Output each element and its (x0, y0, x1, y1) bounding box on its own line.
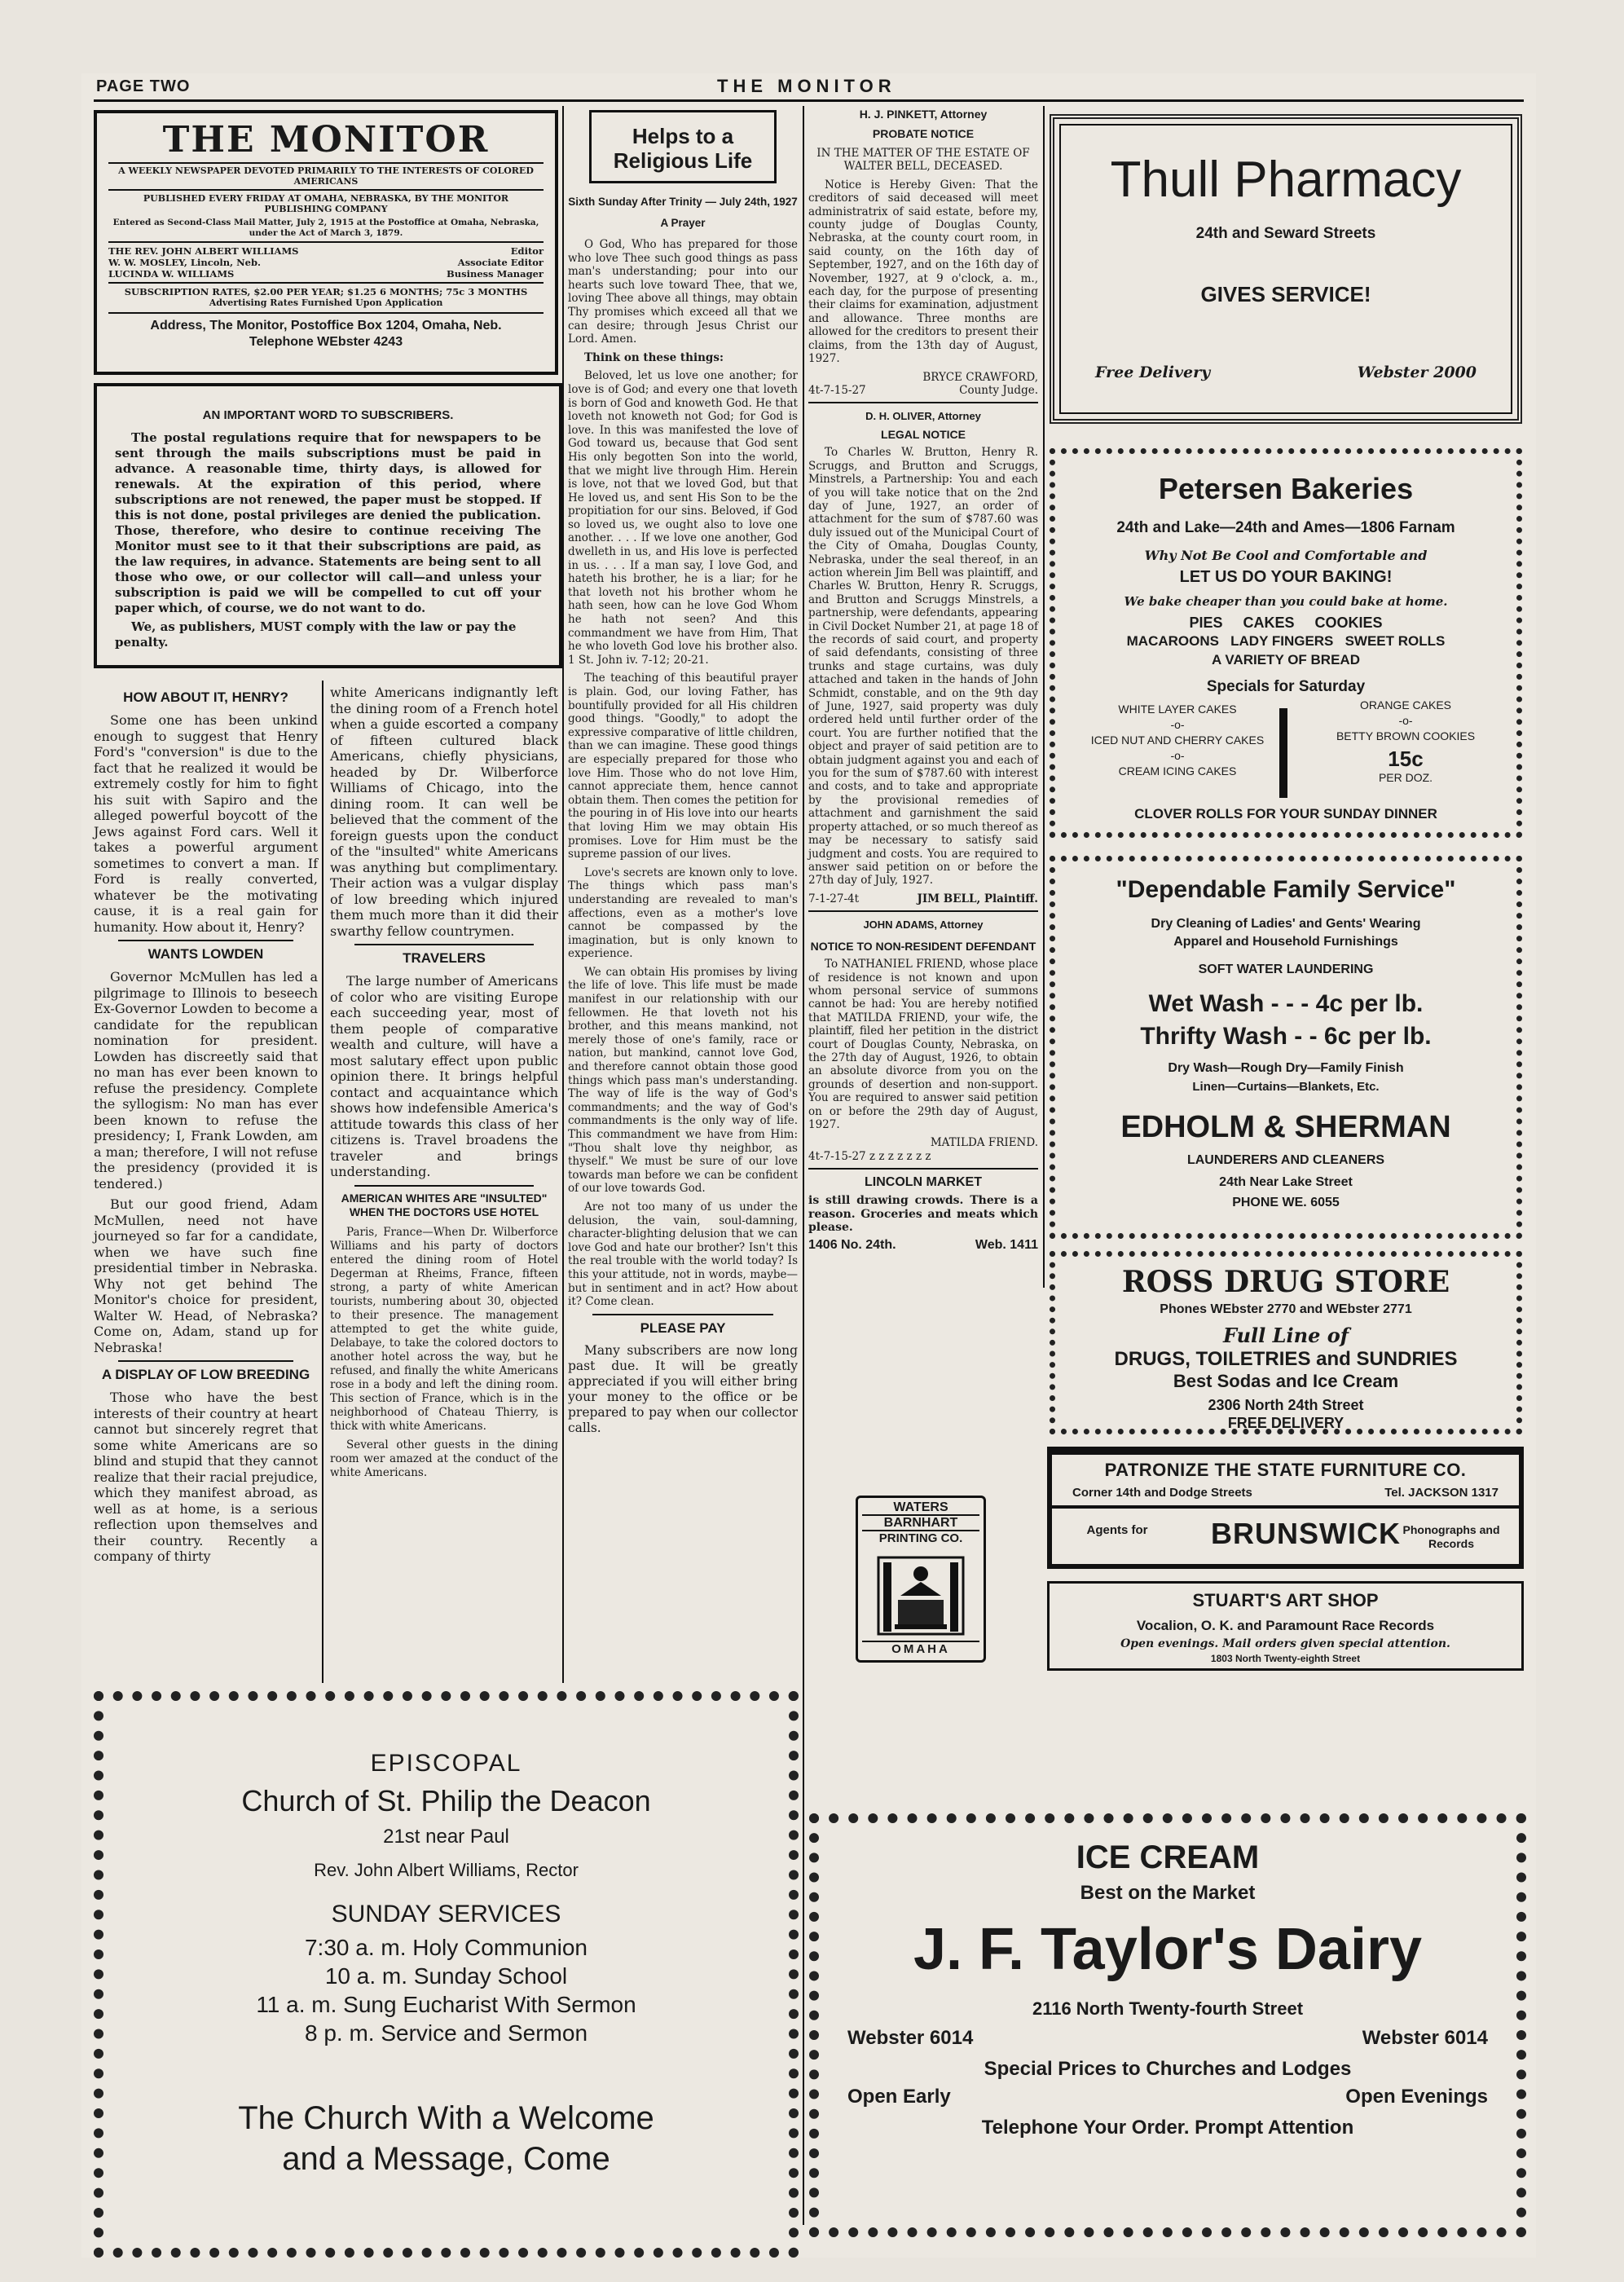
furniture-title: PATRONIZE THE STATE FURNITURE CO. (1104, 1460, 1467, 1480)
column-rule (562, 106, 564, 1683)
masthead-tagline: A WEEKLY NEWSPAPER DEVOTED PRIMARILY TO THE INTERESTS OF COLORED AMERICANS (118, 165, 534, 187)
think-line: Think on these things: (584, 350, 724, 364)
religious-sub: Sixth Sunday After Trinity — July 24th, 1927 (568, 196, 798, 208)
article-body: Beloved, let us love one another; for love is of God; and every one that loveth is born of God and knoweth God. He that loveth not knoweth not God; for God is love. In this was manifested the love of God toward us, because that God sent His only begotten Son into the world, that we might live through Him. Herein is love, not that we loved God, but that He loved us, and sent His Son to be the propitiation for our sins. Beloved, if God so loved us, we ought also to love one another. . . . If we love one another, God dwelleth in us, and His love is perfected in us. . . . If a man say, I love God, and hateth his brother, he is a liar; for he that loveth not his brother whom he hath seen, how can he love God Whom he hath not seen? And this commandment we have from Him, That he who loveth God love his brother also. 1 St. John iv. 7-12; 20-21. (568, 369, 798, 667)
article-body: Several other guests in the dining room wer amazed at the conduct of the white Americans. (330, 1438, 558, 1479)
waters-barnhart-ad (856, 1496, 986, 1663)
taylor-footer: Telephone Your Order. Prompt Attention (981, 2117, 1354, 2139)
masthead-telephone: Telephone WEbster 4243 (249, 335, 403, 349)
article-body: Governor McMullen has led a pilgrimage to Illinois to beseech Ex-Governor Lowden to become a candidate for the republican nomination for president. Lowden has discreetly said that no man has ever been known to refuse the presidency. Complete the syllogism: No man has ever been known to refuse the presidency; I, Frank Lowden, am a man; therefore, I will not refuse the presidency (provided it is tendered.) (94, 969, 318, 1192)
waters-line3: PRINTING CO. (878, 1531, 963, 1545)
petersen-row3: A VARIETY OF BREAD (1212, 652, 1360, 667)
petersen-row1: PIES CAKES COOKIES (1189, 615, 1383, 631)
nonres-body: To NATHANIEL FRIEND, whose place of residence is not known and upon whom personal service of summons cannot be had: You are hereby notified that MATILDA FRIEND, your wife, the plaintiff, filed her petition in the district court of Douglas County, Nebraska, on the 27th day of August, 1926, to obtain an absolute divorce from you on the grounds of desertion and non-support. You are required to answer said petition on or before the 29th day of August, 1927. (808, 958, 1038, 1131)
ross-address: 2306 North 24th Street (1208, 1397, 1364, 1413)
edholm-l1: Dry Cleaning of Ladies' and Gents' Wearing (1151, 917, 1421, 931)
page-label: PAGE TWO (96, 77, 191, 95)
article-body: white Americans indignantly left the dining room of a French hotel when a guide escorted a company of fifteen cultured black Americans, chiefly physicians, headed by Dr. Wilberforce Williams of Chicago, into the dining room. It can well be believed that the comment of the foreign guests upon the conduct of the "insulted" white Americans was anything but complimentary. Their action was a vulgar display of low breeding which injured them much more than it did their swarthy fellow countrymen. (330, 685, 558, 939)
service-item: 10 a. m. Sunday School (324, 1963, 568, 1989)
petersen-specials: Specials for Saturday (1206, 678, 1366, 695)
ross-drug-ad (1050, 1251, 1522, 1434)
column-1 (94, 685, 318, 1570)
column-rule (803, 106, 804, 2225)
edholm-phone: PHONE WE. 6055 (1232, 1196, 1340, 1209)
legal-code: 7-1-27-4t (808, 892, 860, 905)
stuart-l2: Open evenings. Mail orders given special attention. (1120, 1637, 1450, 1650)
lincoln-body: is still drawing crowds. There is a reason. Groceries and meats which please. (808, 1194, 1038, 1235)
article-title: AMERICAN WHITES ARE "INSULTED" WHEN THE DOCTORS USE HOTEL (341, 1191, 548, 1218)
petersen-call: LET US DO YOUR BAKING! (1179, 568, 1393, 586)
paper-name: THE MONITOR (717, 76, 896, 96)
divider-bar (1279, 708, 1287, 798)
waters-city: OMAHA (862, 1641, 979, 1656)
column-4 (808, 106, 1038, 1253)
article-body: The teaching of this beautiful prayer is plain. God, our loving Father, has bountifully provided for all His children good things. "Goodly," to adopt the expressive comparative of little children, than we can imagine. These good things are especially prepared for those who love Him. Those who do not love Him, cannot appreciate them, hence cannot obtain them. Then comes the petition for the pouring in of His love into our hearts that loving Him we may obtain His promises. Love for Him must be the supreme passion of our lives. (568, 672, 798, 861)
staff-row: W. W. MOSLEY, Lincoln, Neb. Associate Editor (108, 257, 544, 268)
probate-matter: IN THE MATTER OF THE ESTATE OF WALTER BELL, DECEASED. (816, 147, 1030, 174)
edholm-ad (1050, 856, 1522, 1239)
service-item: 7:30 a. m. Holy Communion (304, 1935, 588, 1960)
thull-slogan: GIVES SERVICE! (1200, 282, 1371, 306)
probate-signer: BRYCE CRAWFORD, (922, 370, 1038, 384)
stuart-l3: 1803 North Twenty-eighth Street (1210, 1653, 1361, 1664)
article-body: We can obtain His promises by living the life of love. This life must be made manifest in our relationship with our fellowmen. He that loveth not his brother, and this means mankind, not merely those of one's family, race or nation, but mankind, cannot love God, and therefore cannot obtain those good things which pass man's understanding. The way of life is the way of God's commandments; and the way of God's commandments is the only way of life. This commandment we have from Him: "Thou shalt love thy neighbor, as thyself." We must be sure of our love towards man before we can be confident of our love towards God. (568, 965, 798, 1196)
prayer-body: O God, Who has prepared for those who love Thee such good things as pass man's understanding; pour into our hearts such love toward Thee, that we, loving Thee above all things, may obtain Thy promises which exceed all that we can desire; through Jesus Christ our Lord. Amen. (568, 238, 798, 346)
petersen-address: 24th and Lake—24th and Ames—1806 Farnam (1116, 519, 1455, 536)
probate-attorney: H. J. PINKETT, Attorney (859, 108, 988, 121)
furniture-ad (1047, 1447, 1524, 1569)
waters-line2: BARNHART (862, 1516, 979, 1531)
column-rule (322, 681, 323, 1683)
edholm-wet: Wet Wash - - - 4c per lb. (1148, 990, 1424, 1017)
taylor-dairy-ad (809, 1813, 1526, 2237)
brunswick-brand: BRUNSWICK (1211, 1517, 1401, 1550)
lincoln-phone: Web. 1411 (975, 1238, 1038, 1253)
article-body: But our good friend, Adam McMullen, need not have journeyed so far for a candidate, when we have such fine presidential timber in Nebraska. Why not get behind The Monitor's choice for president, Walter W. Head, of Nebraska? Come on, Adam, stand up for Nebraska! (94, 1196, 318, 1355)
church-line4: Rev. John Albert Williams, Rector (314, 1860, 579, 1880)
church-line1: EPISCOPAL (370, 1750, 522, 1777)
religious-title: Helps to a Religious Life (613, 124, 753, 173)
notice-closing: We, as publishers, MUST comply with the law or pay the penalty. (115, 619, 517, 650)
edholm-l7: 24th Near Lake Street (1219, 1175, 1353, 1189)
masthead-title: THE MONITOR (162, 119, 490, 161)
column-rule (1043, 106, 1045, 1288)
taylor-name: J. F. Taylor's Dairy (913, 1917, 1423, 1982)
masthead-entered: Entered as Second-Class Mail Matter, July 2, 1915 at the Postoffice at Omaha, Nebraska, under the Act of March 3, 1879. (112, 218, 539, 238)
printing-press-icon (872, 1551, 970, 1637)
article-title: WANTS LOWDEN (147, 946, 264, 962)
article-title: HOW ABOUT IT, HENRY? (123, 689, 288, 705)
notice-body: The postal regulations require that for newspapers to be sent through the mails subscriptions must be paid in advance. A reasonable time, thirty days, is allowed for renewals. At the expiration of this period, where subscriptions are not renewed, the paper must be stopped. If this is not done, postal privileges are denied the publication. Those, therefore, who desire to continue receiving The Monitor must see to it that their subscriptions are paid, as the law requires, in advance. Statements are being sent to all those who owe, or our collector will call—and unless your subscription is paid we will be compelled to cut off your paper which, of course, we do not want to do. (115, 430, 541, 615)
stuart-ad (1047, 1581, 1524, 1671)
petersen-line: We bake cheaper than you could bake at home. (1124, 594, 1448, 609)
lincoln-title: LINCOLN MARKET (865, 1175, 982, 1190)
legal-title: LEGAL NOTICE (881, 428, 966, 442)
newspaper-page (81, 73, 1536, 2258)
petersen-right-items: ORANGE CAKES -o- BETTY BROWN COOKIES 15c PER DOZ. (1336, 698, 1476, 784)
ross-l2: DRUGS, TOILETRIES and SUNDRIES (1114, 1348, 1458, 1370)
probate-title: PROBATE NOTICE (872, 127, 975, 140)
article-body: Those who have the best interests of their country at heart cannot but sincerely regret that some white Americans are so blind and stupid that they cannot realize that their racial prejudice, which they manifest abroad, as well as at home, is a serious reflection upon themselves and their country. Recently a company of thirty (94, 1390, 318, 1564)
article-title: A DISPLAY OF LOW BREEDING (101, 1367, 310, 1382)
church-line2: Church of St. Philip the Deacon (241, 1784, 651, 1817)
legal-signer: JIM BELL, Plaintiff. (917, 892, 1038, 905)
petersen-footer: CLOVER ROLLS FOR YOUR SUNDAY DINNER (1134, 806, 1437, 822)
article-body: Many subscribers are now long past due. It will be greatly appreciated if you will either bring your money to the office or be prepared to pay when our collector calls. (568, 1342, 798, 1435)
taylor-top: ICE CREAM (1076, 1839, 1260, 1875)
article-title: TRAVELERS (403, 950, 486, 966)
church-services (103, 1933, 789, 2047)
edholm-l3: SOFT WATER LAUNDERING (1198, 963, 1374, 976)
taylor-evenings: Open Evenings (1345, 2086, 1488, 2108)
edholm-slogan: "Dependable Family Service" (1116, 876, 1456, 903)
masthead (94, 110, 558, 375)
edholm-l2: Apparel and Household Furnishings (1173, 935, 1398, 949)
nonres-title: NOTICE TO NON-RESIDENT DEFENDANT (810, 940, 1036, 954)
church-ad (94, 1691, 799, 2258)
legal-body: To Charles W. Brutton, Henry R. Scruggs, and Brutton and Scruggs, Minstrels, a Partnership: You and each of you will take notice that on the 2nd day of June, 1927, an order of attachment for the sum of $787.60 was duly issued out of the Municipal Court of the City of Omaha, Douglas County, Nebraska, under the seal thereof, in an action wherein Jim Bell was plaintiff, and Charles W. Brutton, Henry R. Scruggs, and Brutton and Scruggs Minstrels, a partnership, were defendants, appearing in Civil Docket Number 21, at page 18 of the records of said court, and property of said defendants, consisting of three trunks and stage curtains, was duly attached and taken in the hands of John Schmidt, constable, and on the 9th day of June, 1927, said property was duly ordered held until further order of the court. You are further notified that the object and prayer of said petition are to obtain judgment against you and each of you for the sum of $787.60 with interest and costs, and to take and appropriate by the provisional remedies of attachment and garnishment the said property attached, or so much thereof as may be necessary to satisfy said judgment and costs. You are required to answer said petition on or before the 27th day of July, 1927. (808, 446, 1038, 888)
religious-title-box (589, 110, 777, 183)
ross-l1: Full Line of (1222, 1324, 1349, 1347)
subscriber-notice (94, 383, 562, 668)
column-2 (330, 685, 558, 1485)
nonres-code: 4t-7-15-27 z z z z z z z (808, 1149, 931, 1163)
petersen-tag: Why Not Be Cool and Comfortable and (1144, 548, 1428, 563)
taylor-phone-right: Webster 6014 (1362, 2027, 1488, 2049)
petersen-row2: MACAROONS LADY FINGERS SWEET ROLLS (1126, 633, 1446, 649)
edholm-l6: LAUNDERERS AND CLEANERS (1186, 1153, 1385, 1167)
church-line3: 21st near Paul (383, 1826, 509, 1848)
ross-name: ROSS DRUG STORE (1121, 1265, 1450, 1299)
masthead-address: Address, The Monitor, Postoffice Box 1204, Omaha, Neb. (150, 319, 502, 333)
service-item: 11 a. m. Sung Eucharist With Sermon (256, 1992, 636, 2017)
advertising-rates: Advertising Rates Furnished Upon Application (209, 297, 443, 308)
petersen-left-items: WHITE LAYER CAKES -o- ICED NUT AND CHERRY CAKES -o- CREAM ICING CAKES (1090, 703, 1265, 778)
article-body: Paris, France—When Dr. Wilberforce Williams and his party of doctors entered the dining room of Hotel Degerman at Rheims, France, fifteen strong, a party of white American tourists, numbering about 30, objected to their presence. The management attempted to get the white guide, Delabaye, to take the colored doctors to another hotel across the way, but he refused, and finally the white Americans rose in a body and left the dining room. This section of France, which is in the neighborhood of Chateau Thierry, is thick with white Americans. (330, 1225, 558, 1433)
furniture-address: Corner 14th and Dodge Streets (1072, 1486, 1252, 1500)
staff-row: LUCINDA W. WILLIAMS Business Manager (108, 268, 544, 280)
probate-body: Notice is Hereby Given: That the creditors of said deceased will meet administratrix of said estate, before my, county judge of Douglas County, Nebraska, at the county court room, in said county, on the 16th day of September, 1927, and on the 16th day of November, 1927, at 9 o'clock, a. m., each day, for the purpose of presenting their claims for examination, adjustment and allowance. Three months are allowed for the creditors to present their claims, from the 13th day of August, 1927. (808, 178, 1038, 366)
ross-delivery: FREE DELIVERY (1227, 1415, 1345, 1431)
church-services-title: SUNDAY SERVICES (331, 1901, 561, 1927)
article-body: The large number of Americans of color who are visiting Europe each succeeding year, most of them people of comparative wealth and culture, will have a most salutary effect upon public opinion there. It brings helpful contact and acquaintance which shows how indefensible America's attitude towards this class of her citizens is. Travel broadens the traveler and brings understanding. (330, 973, 558, 1179)
masthead-published: PUBLISHED EVERY FRIDAY AT OMAHA, NEBRASKA, BY THE MONITOR PUBLISHING COMPANY (143, 193, 509, 214)
staff-row: THE REV. JOHN ALBERT WILLIAMS Editor (108, 245, 544, 257)
lincoln-address: 1406 No. 24th. (808, 1238, 896, 1253)
nonres-signer: MATILDA FRIEND. (930, 1136, 1038, 1150)
thull-name: Thull Pharmacy (1110, 152, 1462, 208)
stuart-name: STUART'S ART SHOP (1192, 1590, 1379, 1610)
service-item: 8 p. m. Service and Sermon (304, 2020, 588, 2046)
waters-line1: WATERS (862, 1500, 979, 1516)
edholm-l4: Dry Wash—Rough Dry—Family Finish (1168, 1061, 1404, 1075)
subscription-rates: SUBSCRIPTION RATES, $2.00 PER YEAR; $1.25 6 MONTHS; 75c 3 MONTHS (124, 286, 528, 297)
edholm-l5: Linen—Curtains—Blankets, Etc. (1192, 1080, 1380, 1094)
thull-delivery: Free Delivery (1095, 363, 1211, 381)
notice-title: AN IMPORTANT WORD TO SUBSCRIBERS. (202, 408, 454, 422)
article-body: Some one has been unkind enough to suggest that Henry Ford's "conversion" is due to the fact that he realized it would be extremely costly for him to fight his suit with Sapiro and the alleged powerful boycott of the Jews against Ford cars. Well it takes a powerful argument sometimes to convert a man. If Ford is really converted, whatever be the motivating cause, it is a real gain for humanity. How about it, Henry? (94, 712, 318, 935)
stuart-l1: Vocalion, O. K. and Paramount Race Records (1136, 1618, 1435, 1633)
article-body: Love's secrets are known only to love. The things which pass man's understanding are revealed to man's affections, even as a mother's love cannot be compassed by the imagination, but is only known to experience. (568, 866, 798, 961)
nonres-attorney: JOHN ADAMS, Attorney (863, 919, 984, 932)
taylor-best: Best on the Market (1080, 1882, 1256, 1904)
column-3 (568, 110, 798, 1441)
article-title: PLEASE PAY (640, 1319, 726, 1336)
taylor-address: 2116 North Twenty-fourth Street (1032, 1998, 1304, 2019)
furniture-agents: Agents for (1086, 1523, 1148, 1537)
furniture-products: Phonographs and Records (1402, 1523, 1500, 1550)
edholm-thrifty: Thrifty Wash - - 6c per lb. (1140, 1023, 1432, 1050)
article-body: Are not too many of us under the delusion, the vain, soul-damning, character-blighting delusion that we can love God and hate our brother? Isn't this the real trouble with the world today? Is this your attitude, not in words, maybe—but in sentiment and in act? How about it? Come clean. (568, 1200, 798, 1309)
taylor-special: Special Prices to Churches and Lodges (984, 2058, 1352, 2080)
furniture-tel: Tel. JACKSON 1317 (1384, 1486, 1499, 1500)
petersen-name: Petersen Bakeries (1158, 472, 1414, 505)
thull-address: 24th and Seward Streets (1195, 225, 1376, 242)
petersen-ad (1050, 448, 1522, 838)
taylor-phone-left: Webster 6014 (847, 2027, 974, 2049)
ross-phones: Phones WEbster 2770 and WEbster 2771 (1160, 1302, 1412, 1316)
thull-pharmacy-ad (1050, 114, 1522, 424)
header-rule (94, 99, 1524, 102)
legal-attorney: D. H. OLIVER, Attorney (865, 410, 981, 423)
church-motto2: and a Message, Come (282, 2141, 610, 2177)
thull-phone: Webster 2000 (1357, 363, 1477, 381)
prayer-title: A Prayer (660, 217, 706, 229)
ross-l3: Best Sodas and Ice Cream (1173, 1371, 1399, 1391)
church-motto1: The Church With a Welcome (238, 2100, 654, 2136)
probate-code: 4t-7-15-27 (808, 383, 866, 397)
probate-signer-title: County Judge. (959, 383, 1038, 397)
taylor-early: Open Early (847, 2086, 951, 2108)
edholm-name: EDHOLM & SHERMAN (1120, 1110, 1451, 1144)
page-header (81, 73, 1536, 98)
